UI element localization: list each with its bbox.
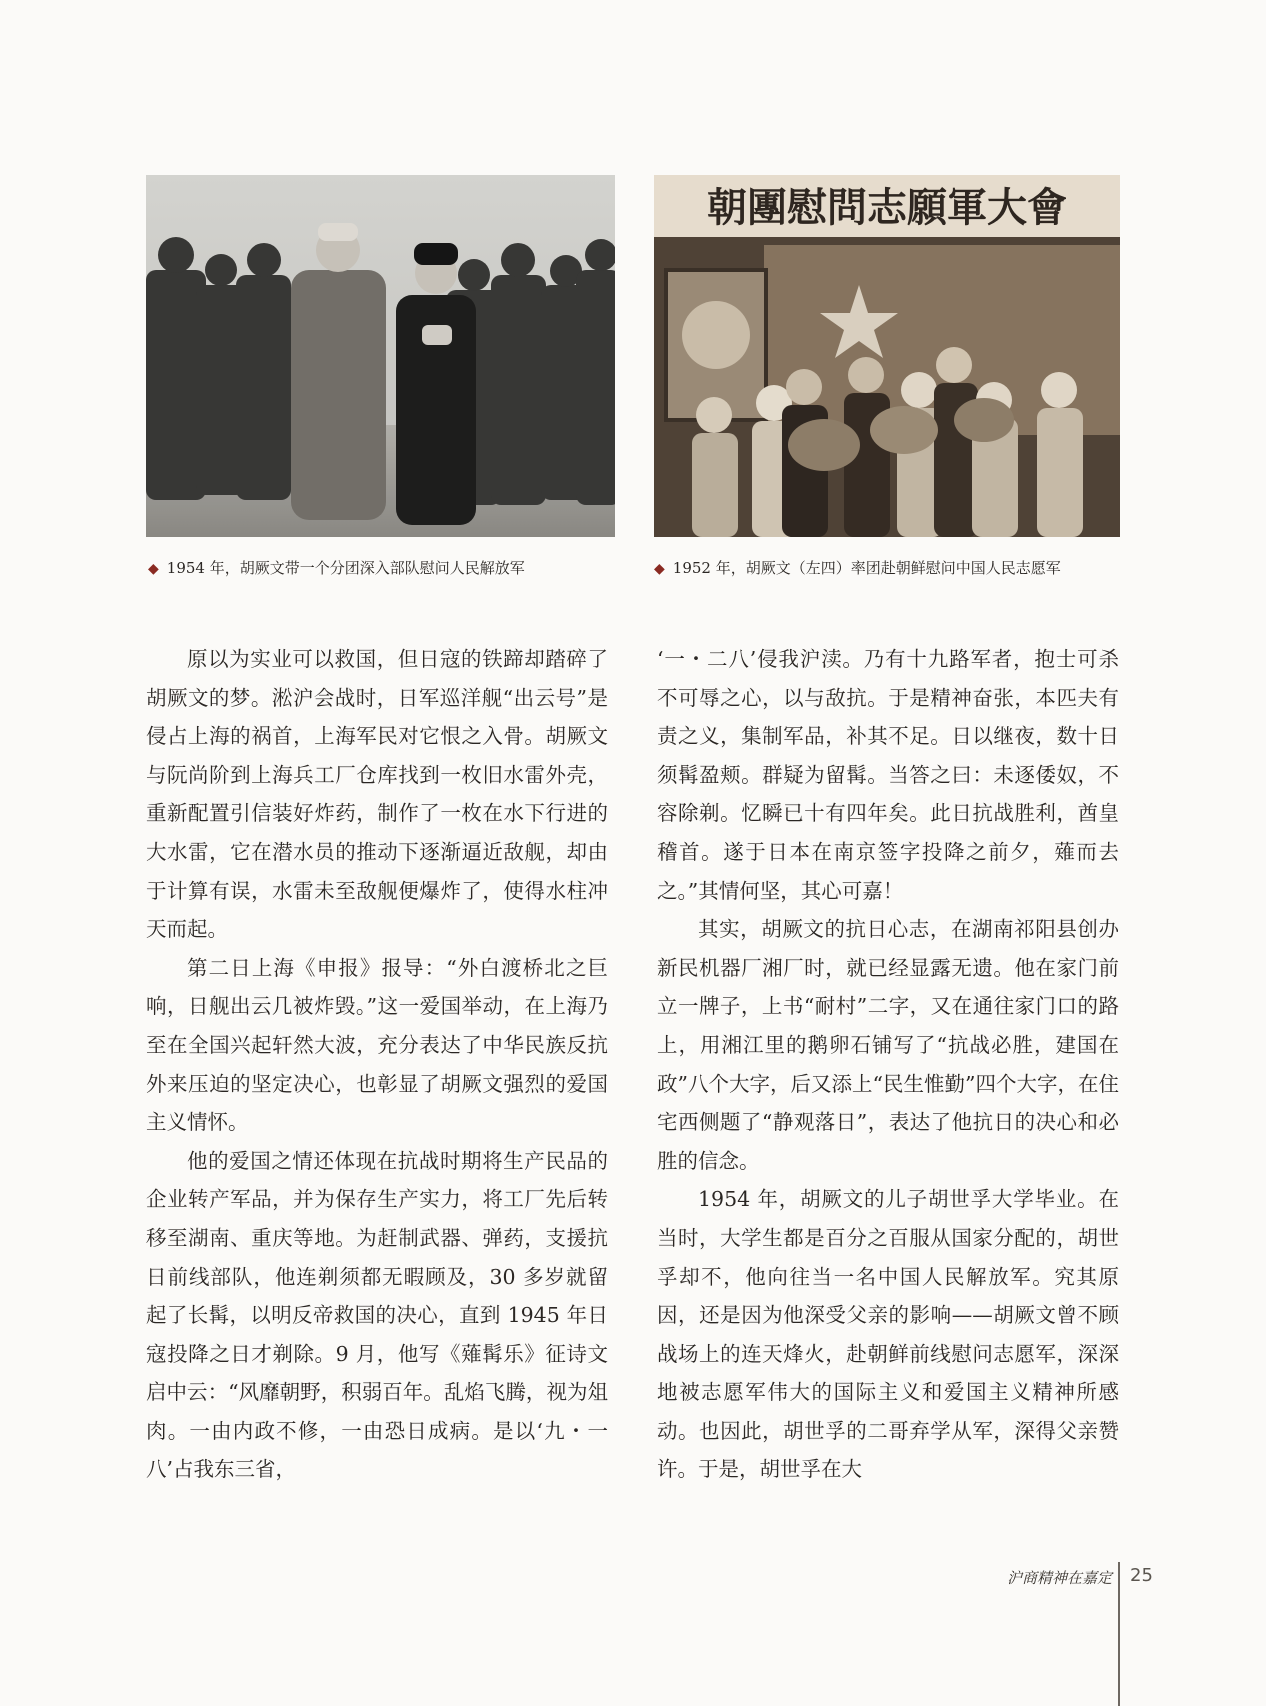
photo-troop-visit: [146, 175, 615, 537]
caption-left: [148, 555, 525, 581]
paragraph: 1954 年，胡厥文的儿子胡世孚大学毕业。在当时，大学生都是百分之百服从国家分配的，胡世孚却不，他向往当一名中国人民解放军。究其原因，还是因为他深受父亲的影响——胡厥文曾不顾战场上的连天烽火，赴朝鲜前线慰问志愿军，深深地被志愿军伟大的国际主义和爱国主义精神所感动。也因此，胡世孚的二哥弃学从军，深得父亲赞许。于是，胡世孚在大: [657, 1187, 1119, 1482]
page-number: 25: [1130, 1565, 1153, 1586]
paragraph: 他的爱国之情还体现在抗战时期将生产民品的企业转产军品，并为保存生产实力，将工厂先后转移至湖南、重庆等地。为赶制武器、弹药，支援抗日前线部队，他连剃须都无暇顾及，30 多岁就留起了长髯，以明反帝救国的决心，直到 1945 年日寇投降之日才剃除。9 月，他写《薙髯乐》征诗文启中云：“风靡朝野，积弱百年。乱焰飞腾，视为俎肉。一由内政不修，一由恐日成病。是以‘九・一八’占我东三省，: [146, 1148, 608, 1482]
paragraph: 其实，胡厥文的抗日心志，在湖南祁阳县创办新民机器厂湘厂时，就已经显露无遗。他在家门前立一牌子，上书“耐村”二字，又在通往家门口的路上，用湘江里的鹅卵石铺写了“抗战必胜，建国在政”八个大字，后又添上“民生惟勤”四个大字，在住宅西侧题了“静观落日”，表达了他抗日的决心和必胜的信念。: [657, 917, 1119, 1173]
paragraph: 原以为实业可以救国，但日寇的铁蹄却踏碎了胡厥文的梦。淞沪会战时，日军巡洋舰“出云号”是侵占上海的祸首，上海军民对它恨之入骨。胡厥文与阮尚阶到上海兵工厂仓库找到一枚旧水雷外壳，重新配置引信装好炸药，制作了一枚在水下行进的大水雷，它在潜水员的推动下逐渐逼近敌舰，却由于计算有误，水雷未至敌舰便爆炸了，使得水柱冲天而起。: [146, 647, 608, 942]
caption-right-text: 1952 年，胡厥文（左四）率团赴朝鲜慰问中国人民志愿军: [672, 559, 1061, 577]
diamond-bullet-icon: ◆: [148, 561, 159, 577]
caption-left-text: 1954 年，胡厥文带一个分团深入部队慰问人民解放军: [166, 559, 525, 577]
paragraph-continuation: ‘一・二八’侵我沪渎。乃有十九路军者，抱士可杀不可辱之心，以与敌抗。于是精神奋张，本匹夫有责之义，集制军品，补其不足。日以继夜，数十日须髯盈颊。群疑为留髯。当答之曰：未逐倭奴，不容除剃。忆瞬已十有四年矣。此日抗战胜利，酋皇稽首。遂于日本在南京签字投降之前夕，薙而去之。”其情何坚，其心可嘉！: [657, 647, 1119, 903]
running-footer-title: 沪商精神在嘉定: [1006, 1569, 1112, 1587]
photo-troop-visit-image: [146, 175, 615, 537]
banner-text: 朝團慰問志願軍大會: [707, 184, 1067, 231]
article-column-right: [657, 640, 1119, 1520]
photo-korea-visit: [654, 175, 1120, 537]
diamond-bullet-icon: ◆: [654, 561, 665, 577]
article-column-left: [146, 640, 608, 1520]
paragraph: 第二日上海《申报》报导：“外白渡桥北之巨响，日舰出云几被炸毁。”这一爱国举动，在上海乃至在全国兴起轩然大波，充分表达了中华民族反抗外来压迫的坚定决心，也彰显了胡厥文强烈的爱国主义情怀。: [146, 955, 608, 1135]
photo-korea-visit-image: [654, 175, 1120, 537]
footer-divider: [1118, 1562, 1120, 1706]
caption-right: [654, 555, 1061, 581]
